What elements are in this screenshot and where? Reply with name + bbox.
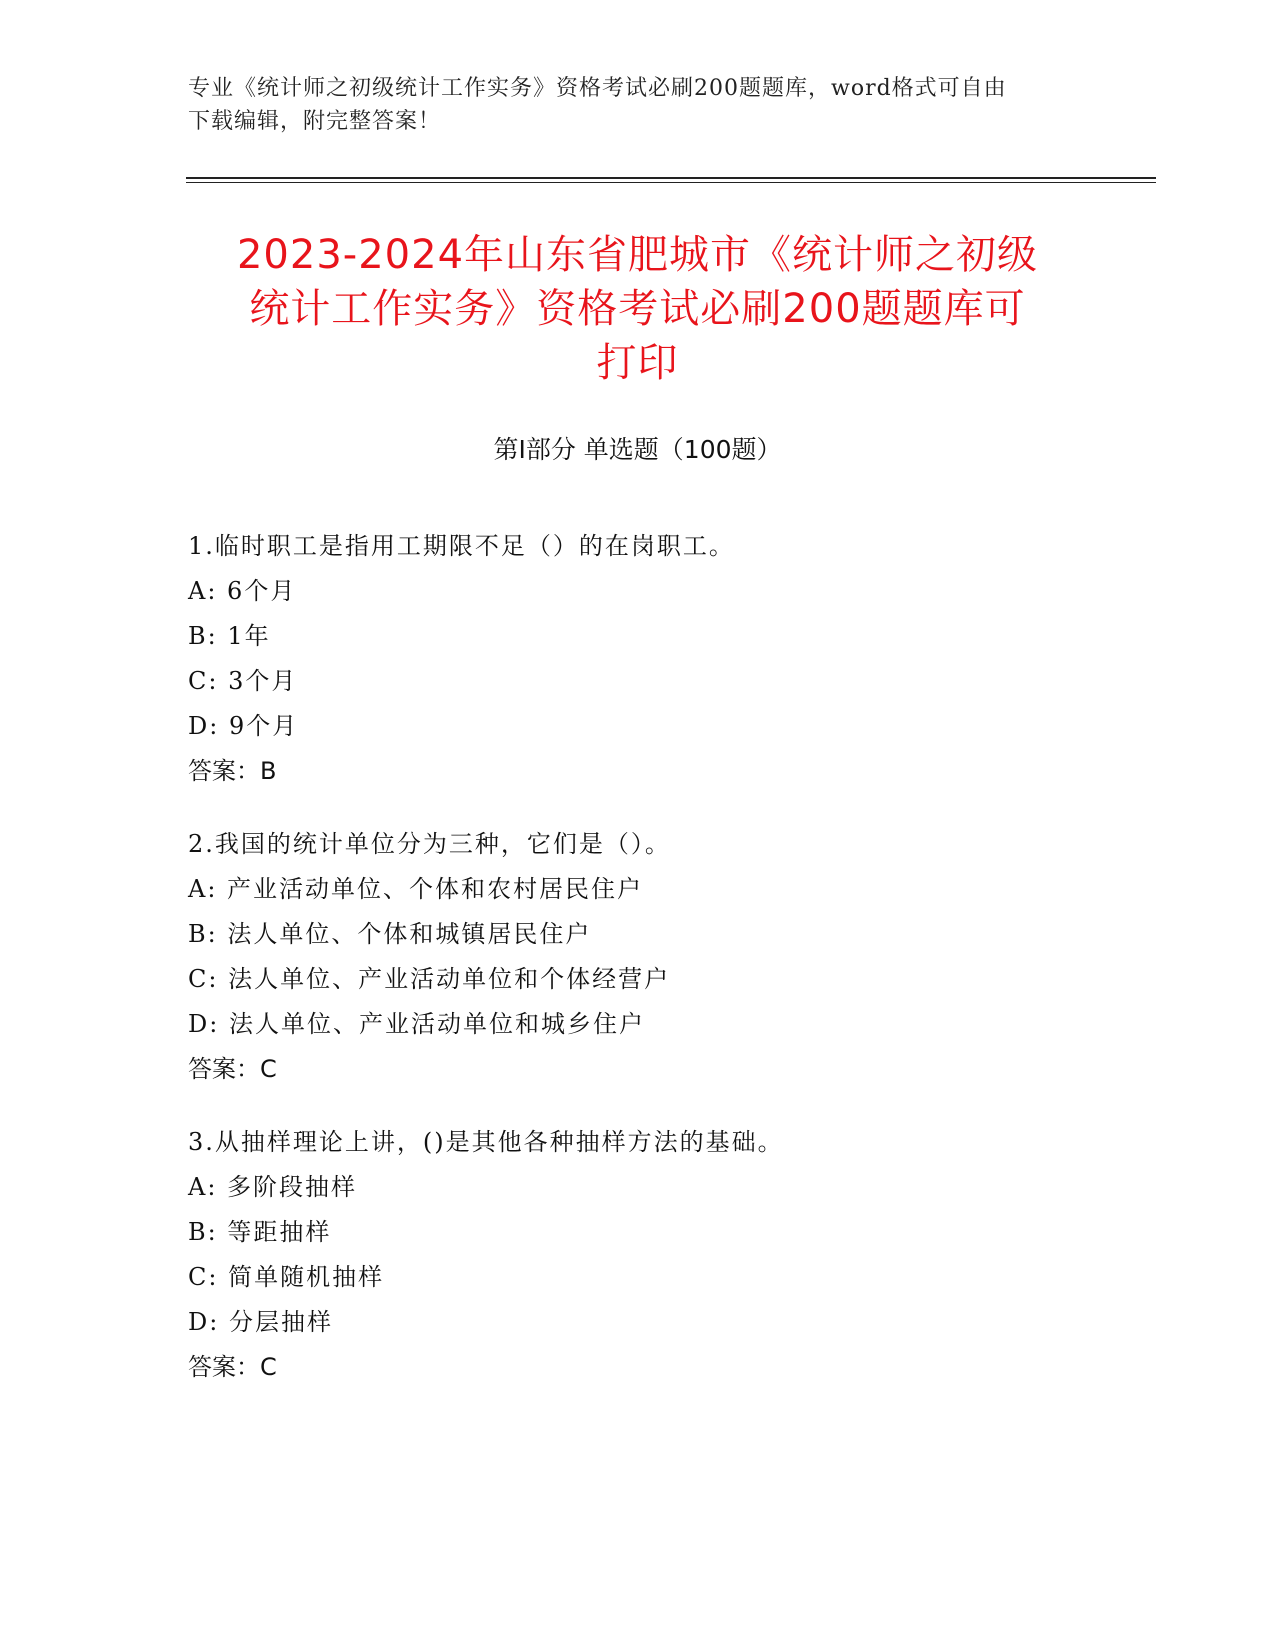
- document-title: [150, 228, 1125, 390]
- option-a: A: 多阶段抽样: [188, 1173, 358, 1201]
- option-b: B: 等距抽样: [188, 1218, 332, 1246]
- header-note-line: 专业《统计师之初级统计工作实务》资格考试必刷200题题库，word格式可自由: [188, 76, 1007, 101]
- answer-text: 答案：B: [188, 757, 277, 785]
- answer-text: 答案：C: [188, 1055, 277, 1083]
- option-d: D: 法人单位、产业活动单位和城乡住户: [188, 1010, 645, 1038]
- header-divider: [186, 177, 1156, 183]
- question-stem: 2.我国的统计单位分为三种，它们是（）。: [188, 830, 671, 858]
- title-line: 打印: [596, 340, 679, 386]
- question-list: [188, 524, 1138, 1418]
- question-item: [188, 822, 1138, 1092]
- header-note-line: 下载编辑，附完整答案！: [188, 109, 442, 134]
- option-a: A: 产业活动单位、个体和农村居民住户: [188, 875, 644, 903]
- title-line: 2023-2024年山东省肥城市《统计师之初级: [236, 232, 1039, 278]
- answer-text: 答案：C: [188, 1353, 277, 1381]
- option-b: B: 1年: [188, 622, 271, 650]
- option-b: B: 法人单位、个体和城镇居民住户: [188, 920, 592, 948]
- section-title: 第Ⅰ部分 单选题（100题）: [493, 435, 782, 464]
- header-note: [188, 72, 1088, 138]
- option-c: C: 简单随机抽样: [188, 1263, 385, 1291]
- title-line: 统计工作实务》资格考试必刷200题题库可: [249, 286, 1026, 332]
- question-stem: 1.临时职工是指用工期限不足（）的在岗职工。: [188, 532, 735, 560]
- question-item: [188, 1120, 1138, 1390]
- option-d: D: 9个月: [188, 712, 299, 740]
- option-c: C: 法人单位、产业活动单位和个体经营户: [188, 965, 671, 993]
- question-stem: 3.从抽样理论上讲，()是其他各种抽样方法的基础。: [188, 1128, 784, 1156]
- option-d: D: 分层抽样: [188, 1308, 333, 1336]
- option-a: A: 6个月: [188, 577, 297, 605]
- question-item: [188, 524, 1138, 794]
- option-c: C: 3个月: [188, 667, 298, 695]
